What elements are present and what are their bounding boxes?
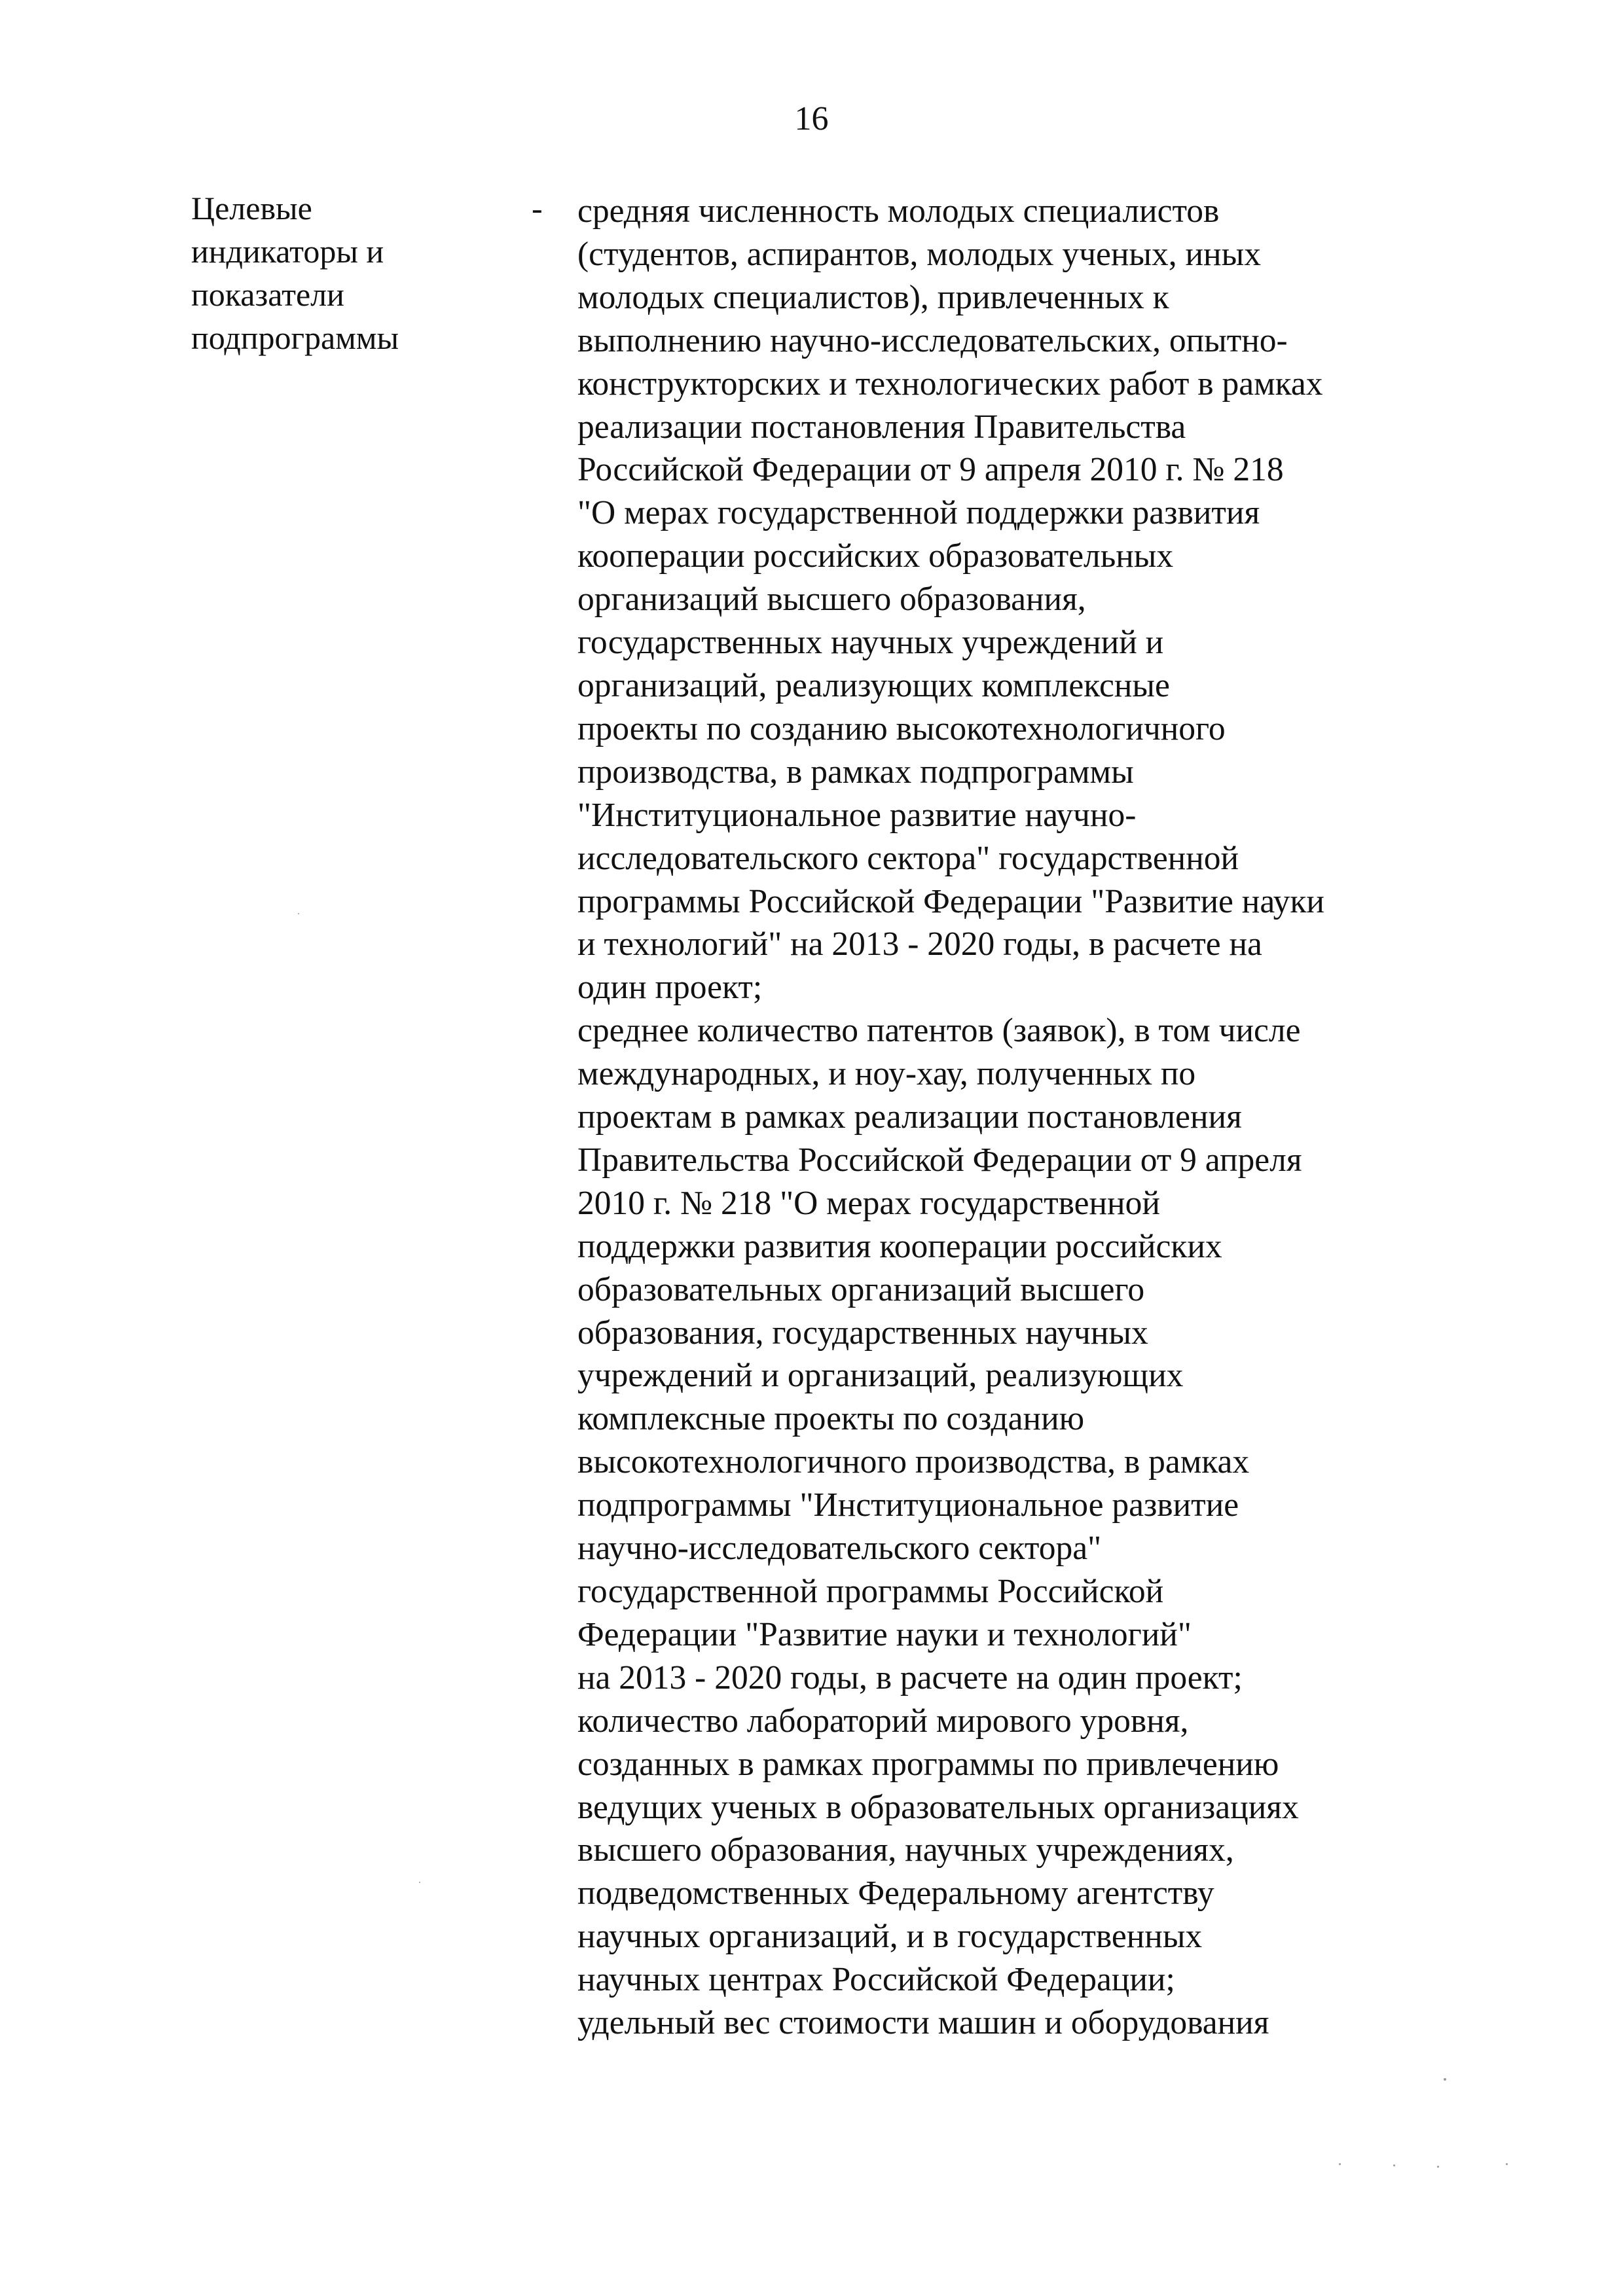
text-line: комплексные проекты по созданию	[577, 1400, 1085, 1438]
text-line: международных, и ноу-хау, полученных по	[577, 1055, 1196, 1093]
text-line: поддержки развития кооперации российских	[577, 1227, 1222, 1265]
section-label-line: показатели	[191, 276, 344, 313]
text-line: подпрограммы "Институциональное развитие	[577, 1486, 1239, 1524]
scan-speck	[1506, 2163, 1508, 2165]
text-line: проектам в рамках реализации постановления	[577, 1098, 1242, 1136]
text-line: образовательных организаций высшего	[577, 1270, 1145, 1308]
scan-speck	[1339, 2163, 1341, 2165]
text-line: молодых специалистов), привлеченных к	[577, 278, 1169, 316]
text-line: 2010 г. № 218 "О мерах государственной	[577, 1184, 1160, 1222]
text-line: (студентов, аспирантов, молодых ученых, иных	[577, 235, 1261, 273]
text-line: научных центрах Российской Федерации;	[577, 1961, 1175, 1999]
text-line: количество лабораторий мирового уровня,	[577, 1702, 1189, 1740]
text-line: организаций, реализующих комплексные	[577, 666, 1170, 704]
text-line: ведущих ученых в образовательных организациях	[577, 1788, 1299, 1826]
text-line: средняя численность молодых специалистов	[577, 192, 1220, 230]
text-line: образования, государственных научных	[577, 1314, 1148, 1352]
scan-speck	[1393, 2164, 1395, 2166]
scan-speck	[1444, 2078, 1446, 2081]
text-line: и технологий" на 2013 - 2020 годы, в расчете на	[577, 925, 1262, 963]
page-number: 16	[794, 100, 829, 137]
text-line: программы Российской Федерации "Развитие науки	[577, 882, 1324, 920]
scan-speck	[419, 1882, 420, 1883]
text-line: удельный вес стоимости машин и оборудования	[577, 2004, 1269, 2042]
text-line: научных организаций, и в государственных	[577, 1918, 1203, 1956]
text-line: "Институциональное развитие научно-	[577, 796, 1137, 834]
list-dash: -	[532, 190, 543, 226]
text-line: подведомственных Федеральному агентству	[577, 1874, 1214, 1912]
indicators-text	[577, 190, 1494, 2045]
text-line: Федерации "Развитие науки и технологий"	[577, 1615, 1192, 1653]
text-line: выполнению научно-исследовательских, опытно-	[577, 321, 1288, 359]
text-line: на 2013 - 2020 годы, в расчете на один проект;	[577, 1659, 1243, 1696]
text-line: Правительства Российской Федерации от 9 апреля	[577, 1141, 1302, 1179]
text-line: учреждений и организаций, реализующих	[577, 1357, 1184, 1395]
text-line: "О мерах государственной поддержки развития	[577, 494, 1260, 532]
text-line: организаций высшего образования,	[577, 581, 1086, 619]
section-label	[191, 187, 492, 359]
section-label-line: Целевые	[191, 190, 312, 226]
section-label-line: подпрограммы	[191, 319, 399, 356]
text-line: исследовательского сектора" государственной	[577, 839, 1239, 877]
text-line: производства, в рамках подпрограммы	[577, 753, 1134, 791]
text-line: проекты по созданию высокотехнологичного	[577, 709, 1226, 747]
section-label-line: индикаторы и	[191, 233, 384, 270]
text-line: конструкторских и технологических работ в рамках	[577, 365, 1323, 403]
text-line: кооперации российских образовательных	[577, 537, 1174, 575]
text-line: государственной программы Российской	[577, 1573, 1164, 1610]
text-line: реализации постановления Правительства	[577, 408, 1186, 446]
text-line: научно-исследовательского сектора"	[577, 1530, 1102, 1568]
text-line: созданных в рамках программы по привлечению	[577, 1745, 1279, 1783]
scan-speck	[1437, 2166, 1439, 2168]
text-line: высшего образования, научных учреждениях,	[577, 1831, 1234, 1869]
scan-speck	[298, 913, 299, 914]
text-line: среднее количество патентов (заявок), в том числе	[577, 1012, 1301, 1050]
text-line: высокотехнологичного производства, в рамках	[577, 1443, 1250, 1481]
text-line: государственных научных учреждений и	[577, 624, 1164, 662]
text-line: Российской Федерации от 9 апреля 2010 г. № 218	[577, 451, 1284, 489]
text-line: один проект;	[577, 969, 763, 1007]
